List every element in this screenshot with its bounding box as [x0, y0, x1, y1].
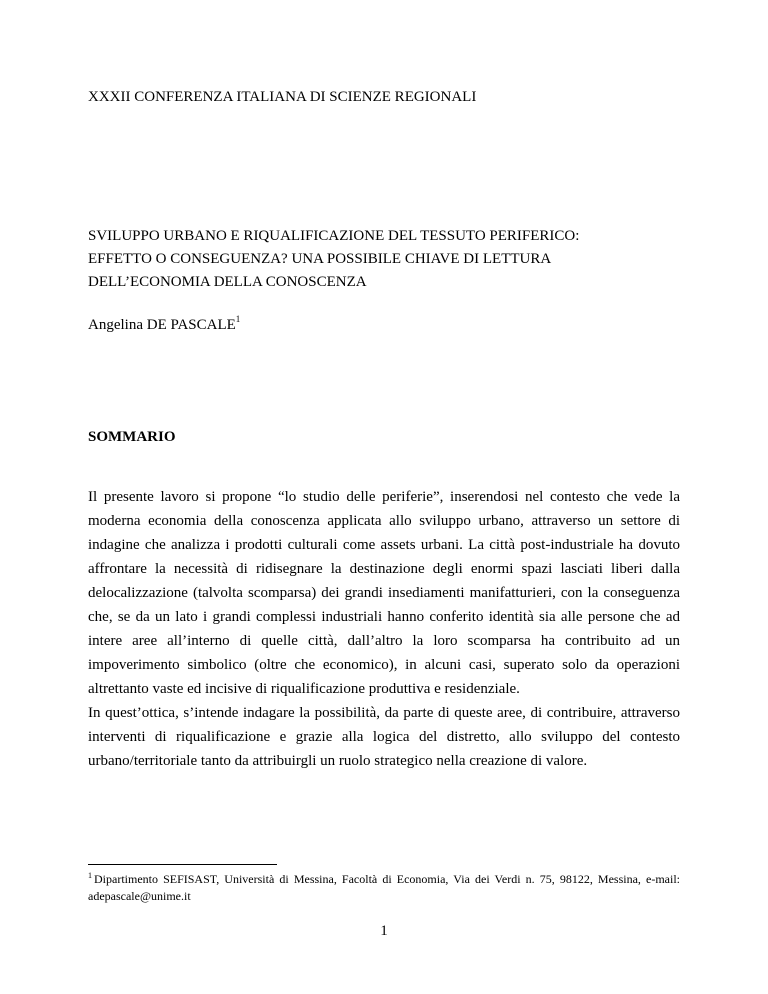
paper-title-line: DELL’ECONOMIA DELLA CONOSCENZA [88, 274, 367, 290]
page-number: 1 [380, 923, 388, 939]
conference-title: XXXII CONFERENZA ITALIANA DI SCIENZE REGIONALI [88, 89, 477, 105]
footnote-marker: 1 [88, 871, 92, 880]
paper-title [88, 225, 579, 294]
author-line [88, 315, 240, 335]
author-name: Angelina DE PASCALE [88, 317, 236, 333]
paper-title-line: EFFETTO O CONSEGUENZA? UNA POSSIBILE CHIAVE DI LETTURA [88, 251, 552, 267]
abstract-heading: SOMMARIO [88, 429, 176, 445]
footnote [88, 871, 680, 905]
footnote-separator [88, 864, 277, 865]
abstract-paragraph: In quest’ottica, s’intende indagare la possibilità, da parte di queste aree, di contribuire, attraverso interventi di riqualificazione e grazie alla logica del distretto, allo sviluppo del contesto urbano/territoriale tanto da attribuirgli un ruolo strategico nella creazione di valore. [88, 705, 680, 769]
abstract-paragraph: Il presente lavoro si propone “lo studio delle periferie”, inserendosi nel contesto che vede la moderna economia della conoscenza applicata allo sviluppo urbano, attraverso un settore di indagine che analizza i prodotti culturali come assets urbani. La città post-industriale ha dovuto affrontare la necessità di ridisegnare la destinazione degli enormi spazi lasciati liberi dalla delocalizzazione (talvolta scomparsa) dei grandi insediamenti manifatturieri, con la conseguenza che, se da un lato i grandi complessi industriali hanno conferito identità sia alle persone che ad intere aree all’interno di quelle città, dall’altro la loro scomparsa ha contribuito ad un impoverimento simbolico (oltre che economico), in alcuni casi, superato solo da operazioni altrettanto vaste ed incisive di riqualificazione produttiva e residenziale. [88, 489, 680, 697]
paper-title-line: SVILUPPO URBANO E RIQUALIFICAZIONE DEL TESSUTO PERIFERICO: [88, 228, 580, 244]
footnote-text: Dipartimento SEFISAST, Università di Messina, Facoltà di Economia, Via dei Verdi n. 75, 98122, Messina, e-mail: adepascale@unime.it [88, 872, 680, 903]
abstract-body [88, 485, 680, 773]
author-footnote-marker: 1 [235, 314, 241, 324]
